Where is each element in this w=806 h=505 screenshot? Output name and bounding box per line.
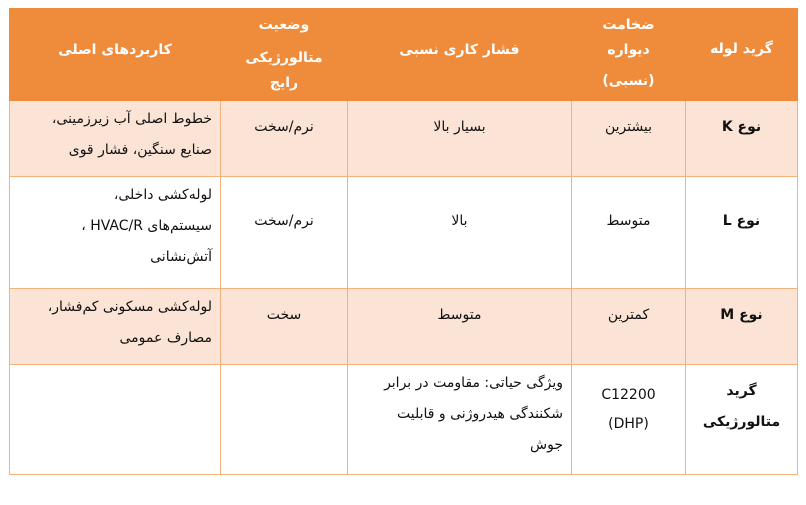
thickness-cell: کمترین: [572, 289, 686, 365]
pressure-cell: متوسط: [348, 289, 572, 365]
applications-line: سیستم‌های HVAC/R ،: [81, 218, 212, 234]
alloy-designation: [580, 412, 677, 437]
copper-pipe-grades-table: [9, 8, 798, 475]
table-row-type-k: [10, 101, 798, 177]
applications-line: آتش‌نشانی: [150, 249, 212, 265]
header-pipe-grade: [686, 9, 798, 101]
feature-cell: [348, 365, 572, 475]
header-metallurgical-status-line2: متالورژیکی رایج: [245, 50, 323, 91]
alloy-code: C12200: [601, 387, 656, 403]
table-row-type-m: [10, 289, 798, 365]
pressure-cell: بالا: [348, 177, 572, 289]
applications-cell: [10, 289, 221, 365]
status-cell: نرم/سخت: [221, 177, 348, 289]
grade-cell: نوع M: [686, 289, 798, 365]
status-cell: نرم/سخت: [221, 101, 348, 177]
grade-cell: نوع L: [686, 177, 798, 289]
thickness-cell: بیشترین: [572, 101, 686, 177]
alloy-designation-text: (DHP): [608, 416, 649, 432]
pressure-cell: بسیار بالا: [348, 101, 572, 177]
grade-line: گرید: [726, 383, 757, 399]
header-wall-thickness-line2: (نسبی): [602, 73, 655, 89]
header-metallurgical-status: [221, 9, 348, 101]
applications-line: مصارف عمومی: [119, 330, 212, 346]
applications-cell: [10, 177, 221, 289]
header-wall-thickness-line1: ضخامت دیواره: [602, 17, 655, 58]
feature-line: شکنندگی هیدروژنی و قابلیت: [397, 406, 563, 422]
applications-line: لوله‌کشی داخلی،: [113, 187, 212, 203]
header-applications-text: کاربردهای اصلی: [58, 42, 172, 58]
header-metallurgical-status-line1: وضعیت: [258, 17, 310, 33]
applications-line: خطوط اصلی آب زیرزمینی،: [51, 111, 212, 127]
applications-cell: [10, 365, 221, 475]
grade-cell: نوع K: [686, 101, 798, 177]
status-cell: سخت: [221, 289, 348, 365]
applications-line: صنایع سنگین، فشار قوی: [68, 142, 212, 158]
applications-cell: [10, 101, 221, 177]
header-wall-thickness: [572, 9, 686, 101]
table-header-row: [10, 9, 798, 101]
thickness-cell: متوسط: [572, 177, 686, 289]
status-cell: [221, 365, 348, 475]
applications-line: لوله‌کشی مسکونی کم‌فشار،: [47, 299, 212, 315]
header-pipe-grade-text: گرید لوله: [710, 41, 773, 57]
thickness-cell: [572, 365, 686, 475]
header-working-pressure-text: فشار کاری نسبی: [399, 42, 520, 58]
feature-line: جوش: [530, 437, 563, 453]
table-row-type-l: [10, 177, 798, 289]
feature-line: ویژگی حیاتی: مقاومت در برابر: [384, 375, 563, 391]
grade-line: متالورژیکی: [702, 414, 781, 430]
header-applications: [10, 9, 221, 101]
table-row-metallurgical-grade: [10, 365, 798, 475]
header-working-pressure: [348, 9, 572, 101]
grade-cell: [686, 365, 798, 475]
